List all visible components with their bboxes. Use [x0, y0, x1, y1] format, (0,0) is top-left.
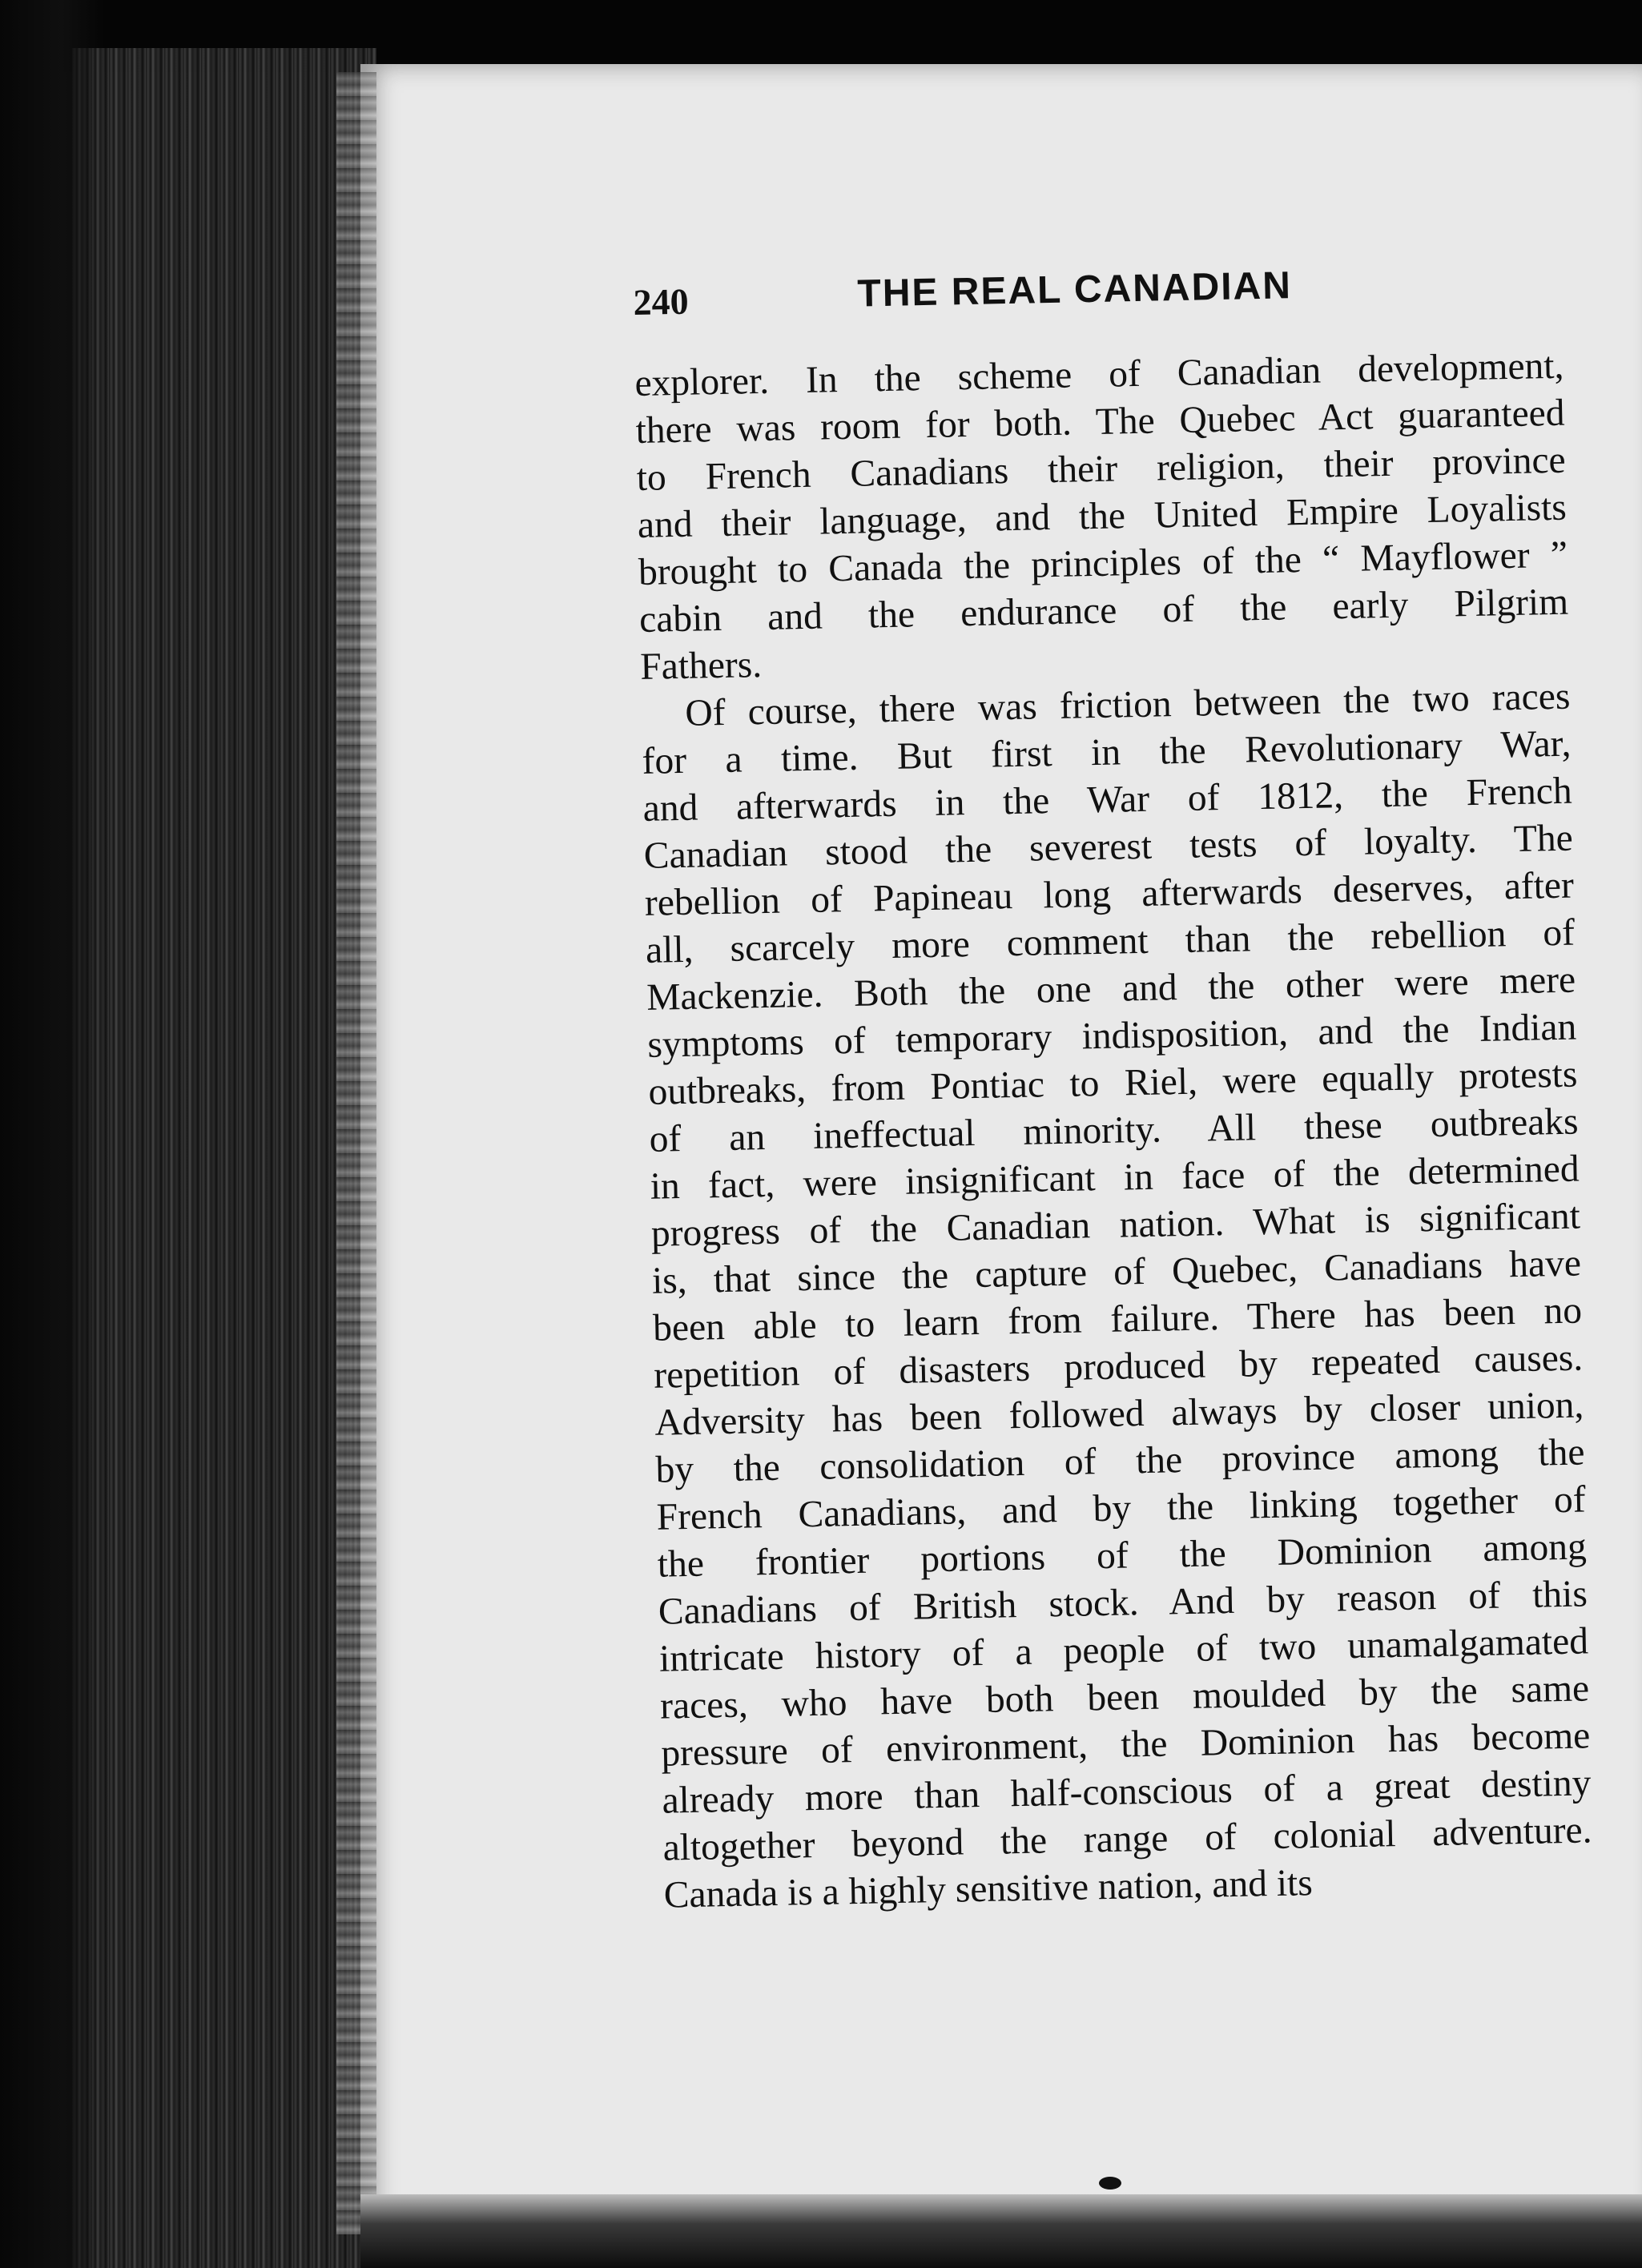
- book-gutter: [336, 72, 376, 2234]
- text-line: there was room for both. The Quebec Act guaranteed: [635, 392, 1565, 452]
- text-line: Fathers.: [639, 644, 763, 688]
- text-line: Adversity has been followed always by closer union,: [654, 1384, 1584, 1444]
- text-line: of an ineffectual minority. All these outbreaks: [649, 1100, 1579, 1160]
- text-line: already more than half-conscious of a great destiny: [662, 1762, 1592, 1822]
- text-line: symptoms of temporary indisposition, and the Indian: [646, 1006, 1577, 1066]
- text-line: and their language, and the United Empire Loyalists: [637, 486, 1568, 546]
- text-line: been able to learn from failure. There has been no: [652, 1289, 1583, 1349]
- ink-blot: [1099, 2177, 1121, 2190]
- text-line: pressure of environment, the Dominion has become: [660, 1715, 1591, 1775]
- text-line: is, that since the capture of Quebec, Canadians have: [651, 1242, 1582, 1302]
- text-line: Mackenzie. Both the one and the other were mere: [646, 959, 1576, 1019]
- text-line: Canadian stood the severest tests of loyalty. The: [643, 817, 1574, 877]
- text-line: to French Canadians their religion, their province: [636, 439, 1567, 499]
- page-number: 240: [633, 280, 690, 323]
- text-line: Canadians of British stock. And by reason of this: [658, 1573, 1588, 1633]
- text-line: rebellion of Papineau long afterwards deserves, after: [644, 864, 1575, 924]
- scan-shadow: [0, 0, 104, 2268]
- text-line: Canada is a highly sensitive nation, and its: [663, 1862, 1314, 1916]
- text-line: progress of the Canadian nation. What is significant: [650, 1195, 1581, 1255]
- text-line: altogether beyond the range of colonial adventure.: [662, 1809, 1592, 1869]
- book-page-edges: [72, 48, 376, 2268]
- body-text: [634, 343, 1593, 1920]
- running-title: THE REAL CANADIAN: [856, 264, 1293, 316]
- text-line: Of course, there was friction between the two races: [684, 675, 1571, 734]
- text-line: races, who have both been moulded by the same: [659, 1667, 1590, 1727]
- text-line: explorer. In the scheme of Canadian development,: [634, 344, 1564, 404]
- text-line: intricate history of a people of two unamalgamated: [658, 1620, 1589, 1680]
- text-line: the frontier portions of the Dominion among: [657, 1526, 1588, 1586]
- text-line: by the consolidation of the province among the: [655, 1431, 1585, 1491]
- text-line: and afterwards in the War of 1812, the French: [642, 770, 1573, 830]
- page-bottom-shadow: [360, 2194, 1642, 2268]
- text-line: for a time. But first in the Revolutionary War,: [642, 722, 1572, 782]
- paragraphs: [634, 343, 1593, 1920]
- text-line: in fact, were insignificant in face of the determined: [650, 1148, 1580, 1208]
- text-line: repetition of disasters produced by repeated causes.: [653, 1337, 1584, 1397]
- text-line: brought to Canada the principles of the “ Mayflower ”: [638, 533, 1568, 593]
- text-line: French Canadians, and by the linking together of: [656, 1478, 1587, 1538]
- text-line: cabin and the endurance of the early Pilgrim: [638, 581, 1569, 641]
- text-line: all, scarcely more comment than the rebellion of: [645, 911, 1576, 971]
- text-line: outbreaks, from Pontiac to Riel, were equally protests: [648, 1053, 1578, 1113]
